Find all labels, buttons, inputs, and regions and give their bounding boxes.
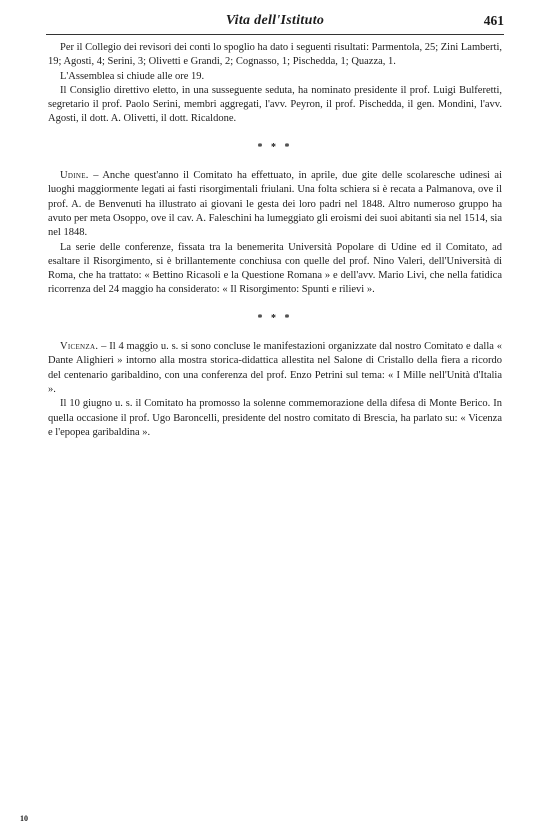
paragraph-udine-1-text: – Anche quest'anno il Comitato ha effettuato, in aprile, due gite delle scolaresche udinesi ai luoghi maggiormente legati ai fasti risorgimentali friulani. Una folta schiera si è recata a Palmanova, ove il prof. A. de Benvenuti ha illustrato ai giovani le gesta dei loro padri nel 1848. Altro numeroso gruppo ha avuto per meta Osoppo, ove il cav. A. Faleschini ha lumeggiato gli eroismi dei suoi abitanti sia nel 1514, sia nel 1848. [48, 170, 502, 239]
paragraph-assemblea: L'Assemblea si chiude alle ore 19. [60, 70, 205, 82]
section-heading-udine: Udine. [60, 170, 89, 182]
page-header [46, 10, 504, 35]
paragraph-revisori: Per il Collegio dei revisori dei conti lo spoglio ha dato i seguenti risultati: Parmentola, 25; Zini Lamberti, 19; Agosti, 4; Serini, 3; Olivetti e Grandi, 2; Cognasso, 1; Pischedda, 1; Quazza, 1. [48, 42, 502, 68]
page-body [48, 41, 502, 440]
running-title: Vita dell'Istituto [225, 13, 325, 28]
paragraph-vicenza-2: Il 10 giugno u. s. il Comitato ha promosso la solenne commemorazione della difesa di Monte Berico. In quella occasione il prof. Ugo Baroncelli, presidente del nostro comitato di Brescia, ha parlato su: « Vicenza e l'epopea garibaldina ». [48, 398, 502, 438]
section-separator: * * * [257, 312, 293, 324]
section-separator: * * * [257, 141, 293, 153]
paragraph-vicenza-1 [48, 340, 502, 397]
page-number: 461 [483, 13, 504, 28]
printer-signature-mark: 10 [20, 814, 28, 823]
paragraph-vicenza-1-text: – Il 4 maggio u. s. si sono concluse le manifestazioni organizzate dal nostro Comitato e dalla « Dante Alighieri » intorno alla mostra storica-didattica allestita nel Salone di Cristallo della fiera a ricordo del centenario garibaldino, con una conferenza del prof. Enzo Petrini sul tema: « I Mille nell'Unità d'Italia ». [48, 341, 502, 395]
paragraph-consiglio: Il Consiglio direttivo eletto, in una susseguente seduta, ha nominato presidente il prof. Luigi Bulferetti, segretario il prof. Paolo Serini, membri aggregati, l'avv. Peyron, il prof. Pischedda, il gen. Mondini, l'avv. Agosti, il dott. A. Olivetti, il dott. Ricaldone. [48, 84, 502, 125]
paragraph-udine-2: La serie delle conferenze, fissata tra la benemerita Università Popolare di Udine ed il Comitato, ad esaltare il Risorgimento, si è brillantemente conchiusa con quelle del prof. Nino Valeri, dell'Università di Roma, che ha trattato: « Bettino Ricasoli e la Questione Romana » e dell'avv. Mario Livi, che nella fatidica ricorrenza del 24 maggio ha considerato: « Il Risorgimento: Spunti e rilievi ». [48, 241, 502, 296]
paragraph-udine-1 [48, 169, 502, 240]
section-heading-vicenza: Vicenza. [60, 341, 99, 353]
